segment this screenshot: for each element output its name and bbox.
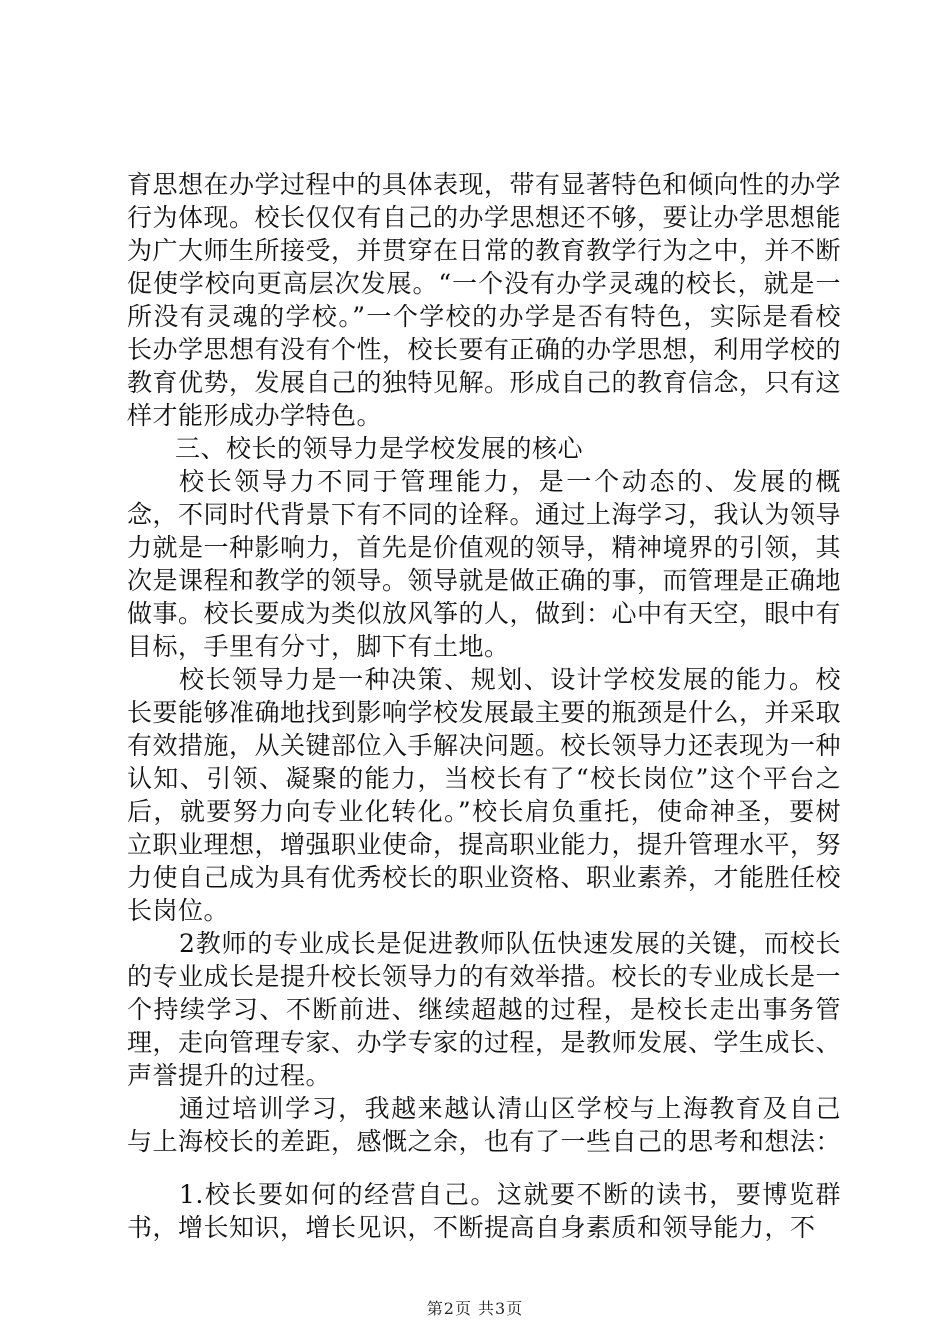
page-footer: 第2页 共3页 — [426, 1299, 524, 1318]
section-heading: 三、校长的领导力是学校发展的核心 — [175, 434, 584, 463]
paragraph: 通过培训学习，我越来越认清山区学校与上海教育及自己与上海校长的差距，感慨之余，也有了一些自己的思考和想法： — [127, 1094, 842, 1156]
paragraph-continued: 育思想在办学过程中的具体表现，带有显著特色和倾向性的办学行为体现。校长仅仅有自己的办学思想还不够，要让办学思想能为广大师生所接受，并贯穿在日常的教育教学行为之中，并不断促使学校向更高层次发展。“一个没有办学灵魂的校长，就是一所没有灵魂的学校。”一个学校的办学是否有特色，实际是看校长办学思想有没有个性，校长要有正确的办学思想，利用学校的教育优势，发展自己的独特见解。形成自己的教育信念，只有这样才能形成办学特色。 — [127, 170, 842, 430]
numbered-paragraph: 1.校长要如何的经营自己。这就要不断的读书，要博览群书，增长知识，增长见识，不断提高自身素质和领导能力，不 — [127, 1180, 841, 1242]
paragraph: 校长领导力不同于管理能力，是一个动态的、发展的概念，不同时代背景下有不同的诠释。通过上海学习，我认为领导力就是一种影响力，首先是价值观的领导，精神境界的引领，其次是课程和教学的领导。领导就是做正确的事，而管理是正确地做事。校长要成为类似放风筝的人，做到：心中有天空，眼中有目标，手里有分寸，脚下有土地。 — [127, 467, 842, 661]
document-body — [127, 168, 841, 1244]
paragraph: 2教师的专业成长是促进教师队伍快速发展的关键，而校长的专业成长是提升校长领导力的有效举措。校长的专业成长是一个持续学习、不断前进、继续超越的过程，是校长走出事务管理，走向管理专家、办学专家的过程，是教师发展、学生成长、声誉提升的过程。 — [127, 929, 842, 1090]
paragraph: 校长领导力是一种决策、规划、设计学校发展的能力。校长要能够准确地找到影响学校发展最主要的瓶颈是什么，并采取有效措施，从关键部位入手解决问题。校长领导力还表现为一种认知、引领、凝聚的能力，当校长有了“校长岗位”这个平台之后，就要努力向专业化转化。”校长肩负重托，使命神圣，要树立职业理想，增强职业使命，提高职业能力，提升管理水平，努力使自己成为具有优秀校长的职业资格、职业素养，才能胜任校长岗位。 — [127, 665, 842, 925]
